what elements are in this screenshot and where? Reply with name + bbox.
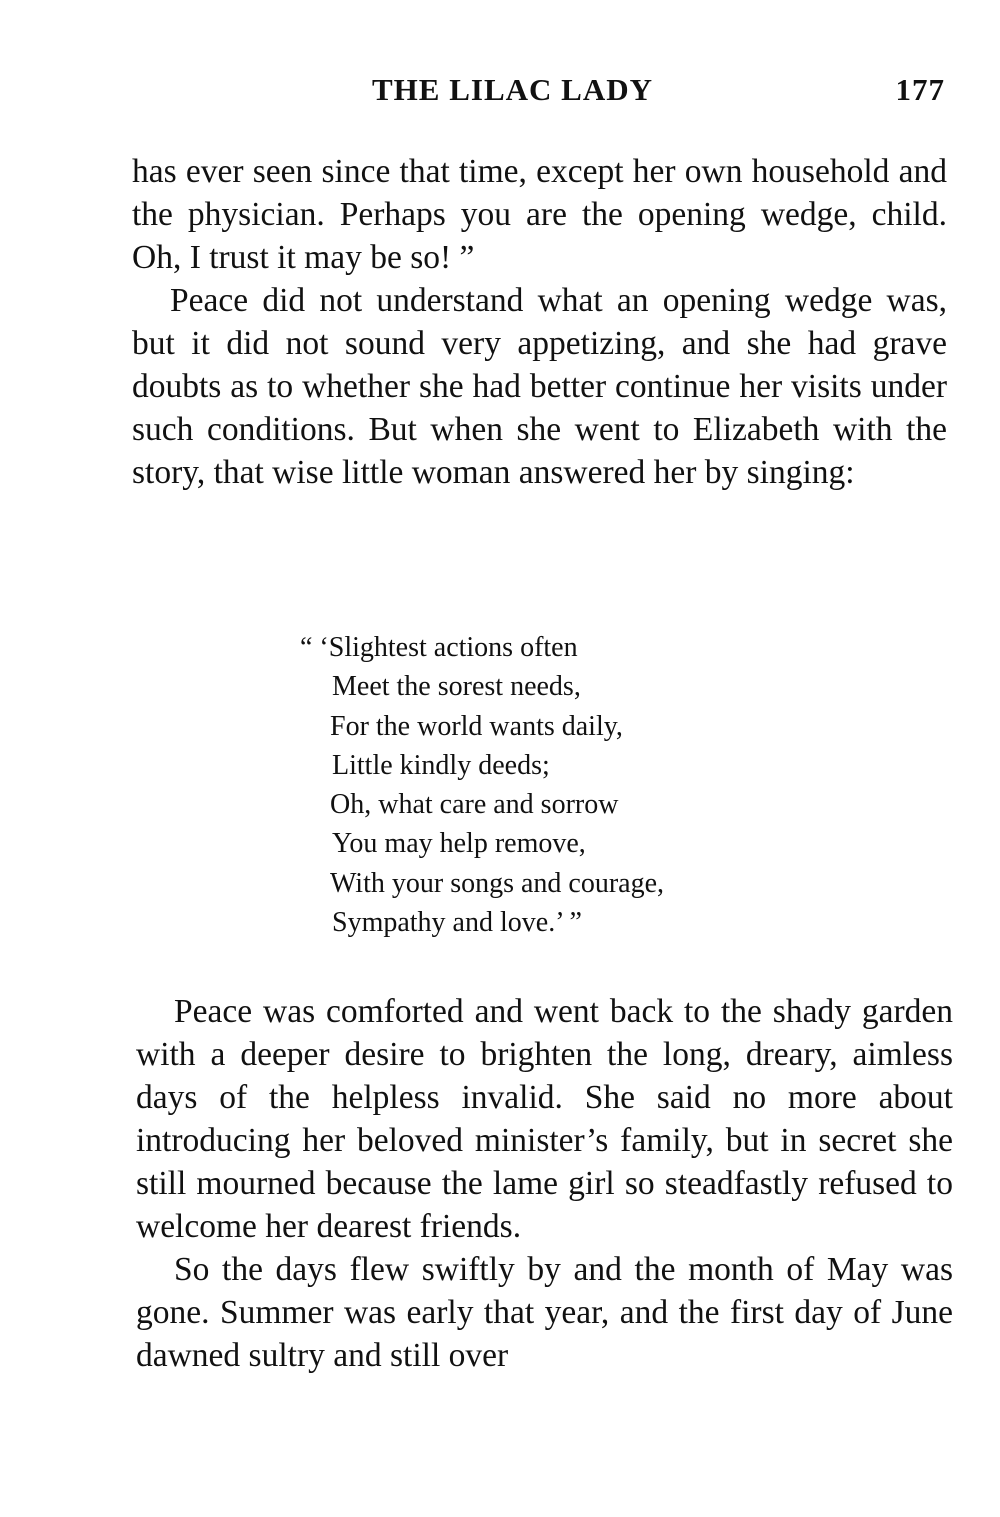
poem-line: You may help remove, [332,828,586,860]
running-head [132,72,947,112]
poem-verse [300,628,800,942]
poem-line: For the world wants daily, [330,710,623,742]
poem-line: Meet the sorest needs, [332,671,581,703]
paragraph-peace-wedge: Peace did not understand what an opening wedge was, but it did not sound very appetizing, and she had grave doubts as to whether she had better continue her visits under such conditions. But when she went to Elizabeth with the story, that wise little woman answered her by singing: [132,282,947,491]
paragraph-peace-comforted: Peace was comforted and went back to the shady garden with a deeper desire to brighten the long, dreary, aimless days of the helpless invalid. She said no more about introducing her beloved minister’s family, but in secret she still mourned because the lame girl so steadfastly refused to welcome her dearest friends. [136,993,953,1245]
poem-line: With your songs and courage, [330,867,665,899]
paragraph-days-flew: So the days flew swiftly by and the month of May was gone. Summer was early that year, and the first day of June dawned sultry and still over [136,1251,953,1374]
poem-line: Sympathy and love.’ ” [332,907,582,939]
poem-line: “ ‘Slightest actions often [300,632,578,663]
text-block-bottom [136,990,953,1377]
page-number: 177 [895,72,945,107]
running-title: THE LILAC LADY [372,72,653,107]
text-block-top [132,150,947,494]
poem-line: Oh, what care and sorrow [330,789,619,821]
poem-line: Little kindly deeds; [332,749,550,781]
paragraph-continued: has ever seen since that time, except her own household and the physician. Perhaps you are the opening wedge, child. Oh, I trust it may be so! ” [132,153,947,276]
